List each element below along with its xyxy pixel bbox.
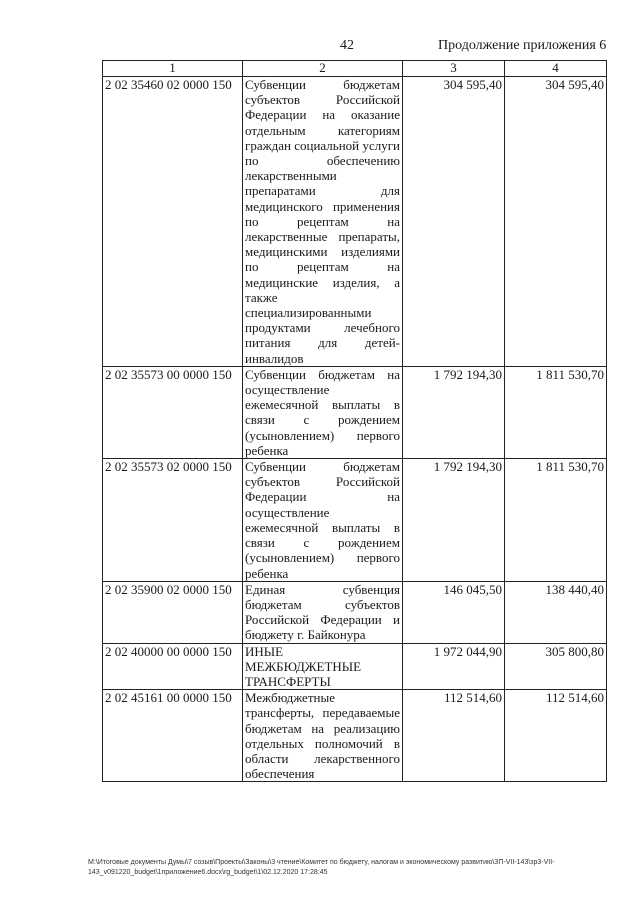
amount-col3: 1 792 194,30 [403, 459, 505, 582]
column-header: 4 [505, 61, 607, 77]
column-header: 1 [103, 61, 243, 77]
column-header: 3 [403, 61, 505, 77]
budget-table [102, 60, 607, 782]
amount-col4: 138 440,40 [505, 581, 607, 643]
document-footer-path: M:\Итоговые документы Думы\7 созыв\Проекты\Законы\3 чтение\Комитет по бюджету, налогам и экономическому развитию\ЗП-VII-143\зр3-VII-143_v091220_budget\1приложение6.docx\rg_budget\1\02.12.2020 17:28:45 [88, 859, 555, 876]
page-number: 42 [340, 38, 354, 53]
budget-item-name: Субвенции бюджетам субъектов Российской Федерации на оказание отдельным категориям граждан социальной услуги по обеспечению лекарственными препаратами для медицинского применения по рецептам на лекарственные препараты, медицинскими изделиями по рецептам на медицинские изделия, а также специализированными продуктами лечебного питания для детей-инвалидов [243, 77, 403, 367]
table-header-row [103, 61, 607, 77]
budget-code: 2 02 45161 00 0000 150 [103, 690, 243, 782]
amount-col3: 1 972 044,90 [403, 643, 505, 690]
amount-col3: 146 045,50 [403, 581, 505, 643]
amount-col3: 1 792 194,30 [403, 366, 505, 458]
table-row [103, 690, 607, 782]
table-row [103, 366, 607, 458]
budget-item-name: ИНЫЕ МЕЖБЮДЖЕТНЫЕ ТРАНСФЕРТЫ [243, 643, 403, 690]
column-header: 2 [243, 61, 403, 77]
continuation-label: Продолжение приложения 6 [438, 38, 607, 53]
amount-col3: 304 595,40 [403, 77, 505, 367]
amount-col4: 1 811 530,70 [505, 366, 607, 458]
amount-col4: 112 514,60 [505, 690, 607, 782]
budget-code: 2 02 40000 00 0000 150 [103, 643, 243, 690]
budget-item-name: Субвенции бюджетам на осуществление ежемесячной выплаты в связи с рождением (усыновлением) первого ребенка [243, 366, 403, 458]
budget-code: 2 02 35900 02 0000 150 [103, 581, 243, 643]
budget-item-name: Субвенции бюджетам субъектов Российской Федерации на осуществление ежемесячной выплаты в связи с рождением (усыновлением) первого ребенка [243, 459, 403, 582]
amount-col3: 112 514,60 [403, 690, 505, 782]
table-row [103, 77, 607, 367]
table-row [103, 581, 607, 643]
budget-code: 2 02 35573 00 0000 150 [103, 366, 243, 458]
budget-code: 2 02 35573 02 0000 150 [103, 459, 243, 582]
budget-item-name: Межбюджетные трансферты, передаваемые бюджетам на реализацию отдельных полномочий в области лекарственного обеспечения [243, 690, 403, 782]
amount-col4: 304 595,40 [505, 77, 607, 367]
budget-item-name: Единая субвенция бюджетам субъектов Российской Федерации и бюджету г. Байконура [243, 581, 403, 643]
table-row [103, 459, 607, 582]
amount-col4: 1 811 530,70 [505, 459, 607, 582]
table-row [103, 643, 607, 690]
budget-code: 2 02 35460 02 0000 150 [103, 77, 243, 367]
amount-col4: 305 800,80 [505, 643, 607, 690]
